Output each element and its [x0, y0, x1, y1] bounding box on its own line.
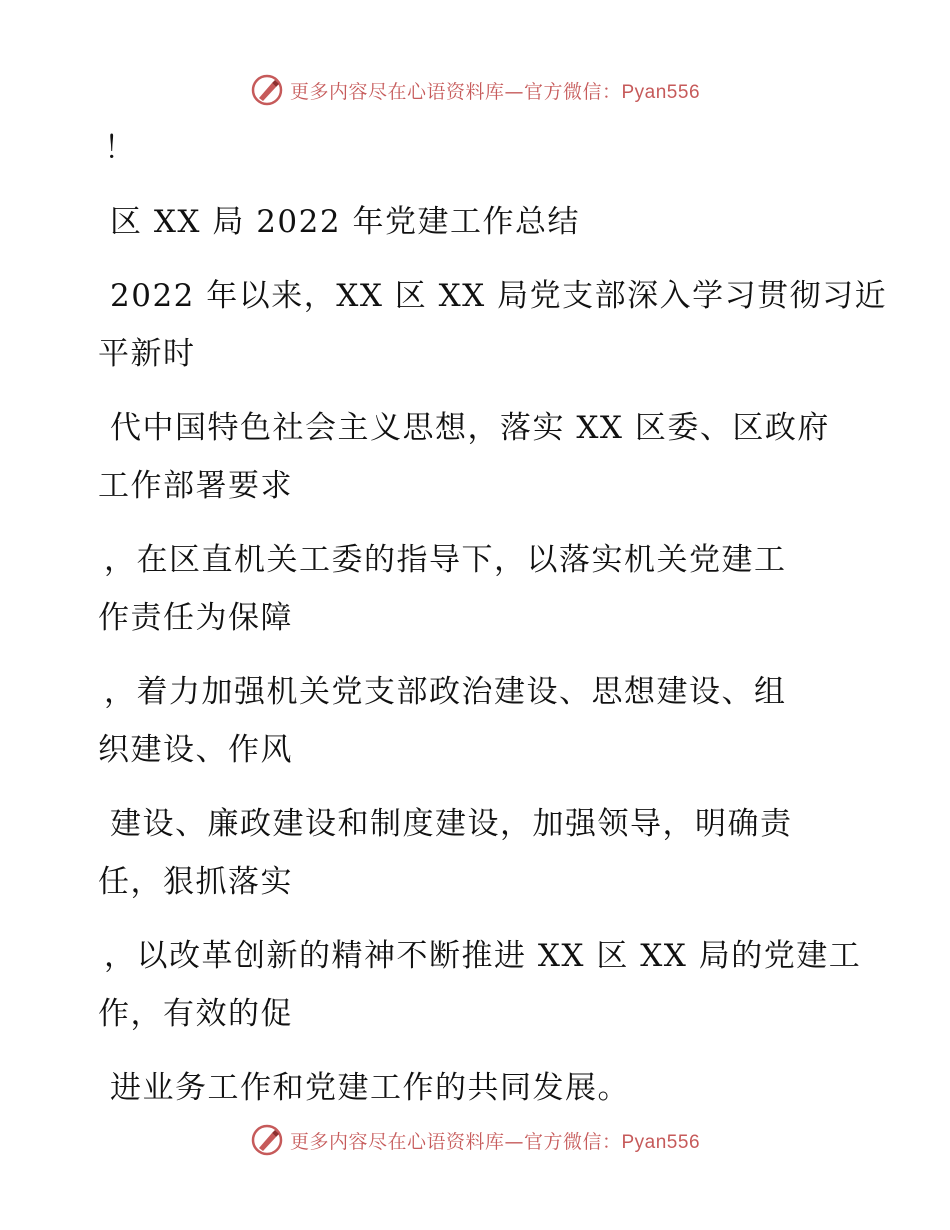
footer-watermark [0, 1120, 950, 1160]
watermark-text: 更多内容尽在心语资料库—官方微信：Pyan556 [289, 1130, 701, 1153]
paragraph-line-6: 作责任为保障 [98, 600, 293, 636]
paragraph-line-4: 工作部署要求 [98, 468, 293, 504]
paragraph-line-1: 2022 年以来，XX 区 XX 局党支部深入学习贯彻习近 [110, 278, 888, 314]
header-watermark [0, 70, 950, 110]
paragraph-line-10: 任，狠抓落实 [98, 864, 293, 900]
paragraph-line-2: 平新时 [98, 336, 196, 372]
paragraph-line-11: ，以改革创新的精神不断推进 XX 区 XX 局的党建工 [104, 938, 862, 974]
paragraph-line-8: 织建设、作风 [98, 732, 293, 768]
paragraph-line-13: 进业务工作和党建工作的共同发展。 [110, 1070, 630, 1106]
watermark-text: 更多内容尽在心语资料库—官方微信：Pyan556 [289, 80, 701, 103]
exclamation-line: ！ [104, 130, 137, 166]
paragraph-line-5: ，在区直机关工委的指导下，以落实机关党建工 [104, 542, 787, 578]
pen-logo-icon [250, 73, 284, 107]
paragraph-line-7: ，着力加强机关党支部政治建设、思想建设、组 [104, 674, 787, 710]
paragraph-line-3: 代中国特色社会主义思想，落实 XX 区委、区政府 [110, 410, 830, 446]
paragraph-line-9: 建设、廉政建设和制度建设，加强领导，明确责 [110, 806, 793, 842]
paragraph-line-12: 作，有效的促 [98, 996, 293, 1032]
pen-logo-icon [250, 1123, 284, 1157]
document-title: 区 XX 局 2022 年党建工作总结 [110, 204, 580, 240]
